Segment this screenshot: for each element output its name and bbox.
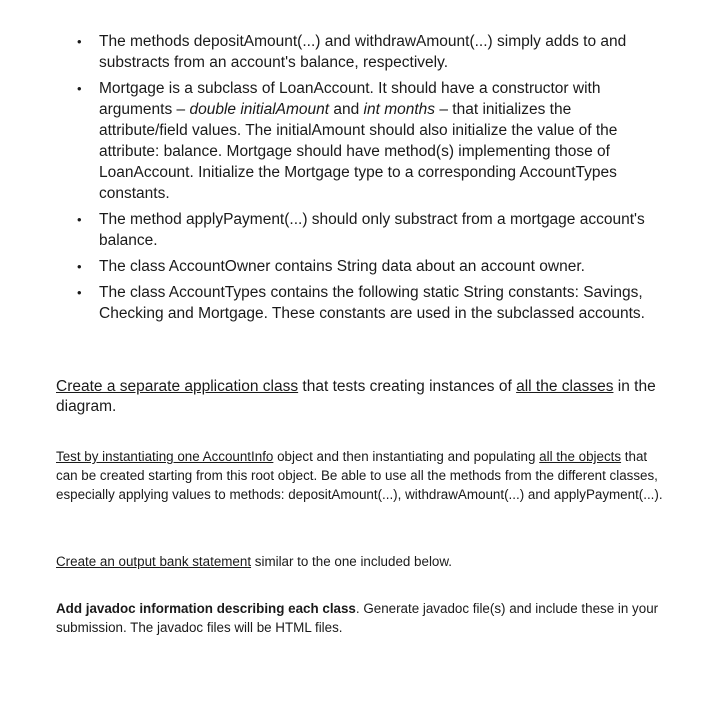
list-item-text: The class AccountOwner contains String data about an account owner. xyxy=(99,258,585,275)
list-item-text: The method applyPayment(...) should only substract from a mortgage account's balance. xyxy=(99,211,645,249)
list-item xyxy=(0,31,680,73)
underlined-text: all the objects xyxy=(539,449,622,464)
underlined-text: Test by instantiating one AccountInfo xyxy=(56,449,274,464)
paragraph-text: object and then instantiating and populating xyxy=(273,449,540,464)
list-item xyxy=(0,256,680,277)
bullet-icon: • xyxy=(77,259,82,274)
list-item xyxy=(0,282,680,324)
underlined-text: Create a separate application class xyxy=(56,378,299,395)
paragraph-text: that tests creating instances of xyxy=(298,378,517,395)
list-item xyxy=(0,78,680,204)
list-item-text: The class AccountTypes contains the following static String constants: Savings, Checking and Mortgage. These constants are used in the subclassed accounts. xyxy=(99,284,645,322)
application-class-paragraph xyxy=(56,377,666,417)
paragraph-text: that can be created starting from this root object. Be able to use all the methods from the different classes, especially applying values to methods: depositAmount(...), withdrawAmount(...) and applyPayment(...). xyxy=(56,449,663,502)
list-item-text: The methods depositAmount(...) and withdrawAmount(...) simply adds to and substracts from an account's balance, respectively. xyxy=(99,33,627,71)
requirements-list xyxy=(0,31,680,329)
list-item-text: – that initializes the attribute/field values. The initialAmount should also initialize the value of the attribute: balance. Mortgage should have method(s) implementing those of LoanAccount. Initialize the Mortgage type to a corresponding AccountTypes constants. xyxy=(99,101,618,202)
paragraph-text: in the diagram. xyxy=(56,378,656,415)
testing-paragraph xyxy=(56,447,666,504)
bullet-icon: • xyxy=(77,212,82,227)
bullet-icon: • xyxy=(77,285,82,300)
underlined-text: Create an output bank statement xyxy=(56,554,252,569)
list-item-text: Mortgage is a subclass of LoanAccount. It should have a constructor with arguments – xyxy=(99,80,601,118)
italic-text: int months xyxy=(363,101,436,118)
underlined-text: all the classes xyxy=(516,378,614,395)
javadoc-paragraph xyxy=(56,599,666,637)
list-item xyxy=(0,209,680,251)
bold-text: Add javadoc information describing each class xyxy=(56,601,356,616)
bullet-icon: • xyxy=(77,34,82,49)
italic-text: double initialAmount xyxy=(189,101,330,118)
bank-statement-paragraph xyxy=(56,552,666,571)
paragraph-text: . Generate javadoc file(s) and include these in your submission. The javadoc files will be HTML files. xyxy=(56,601,659,635)
bullet-icon: • xyxy=(77,81,82,96)
paragraph-text: similar to the one included below. xyxy=(251,554,453,569)
list-item-text: and xyxy=(329,101,364,118)
